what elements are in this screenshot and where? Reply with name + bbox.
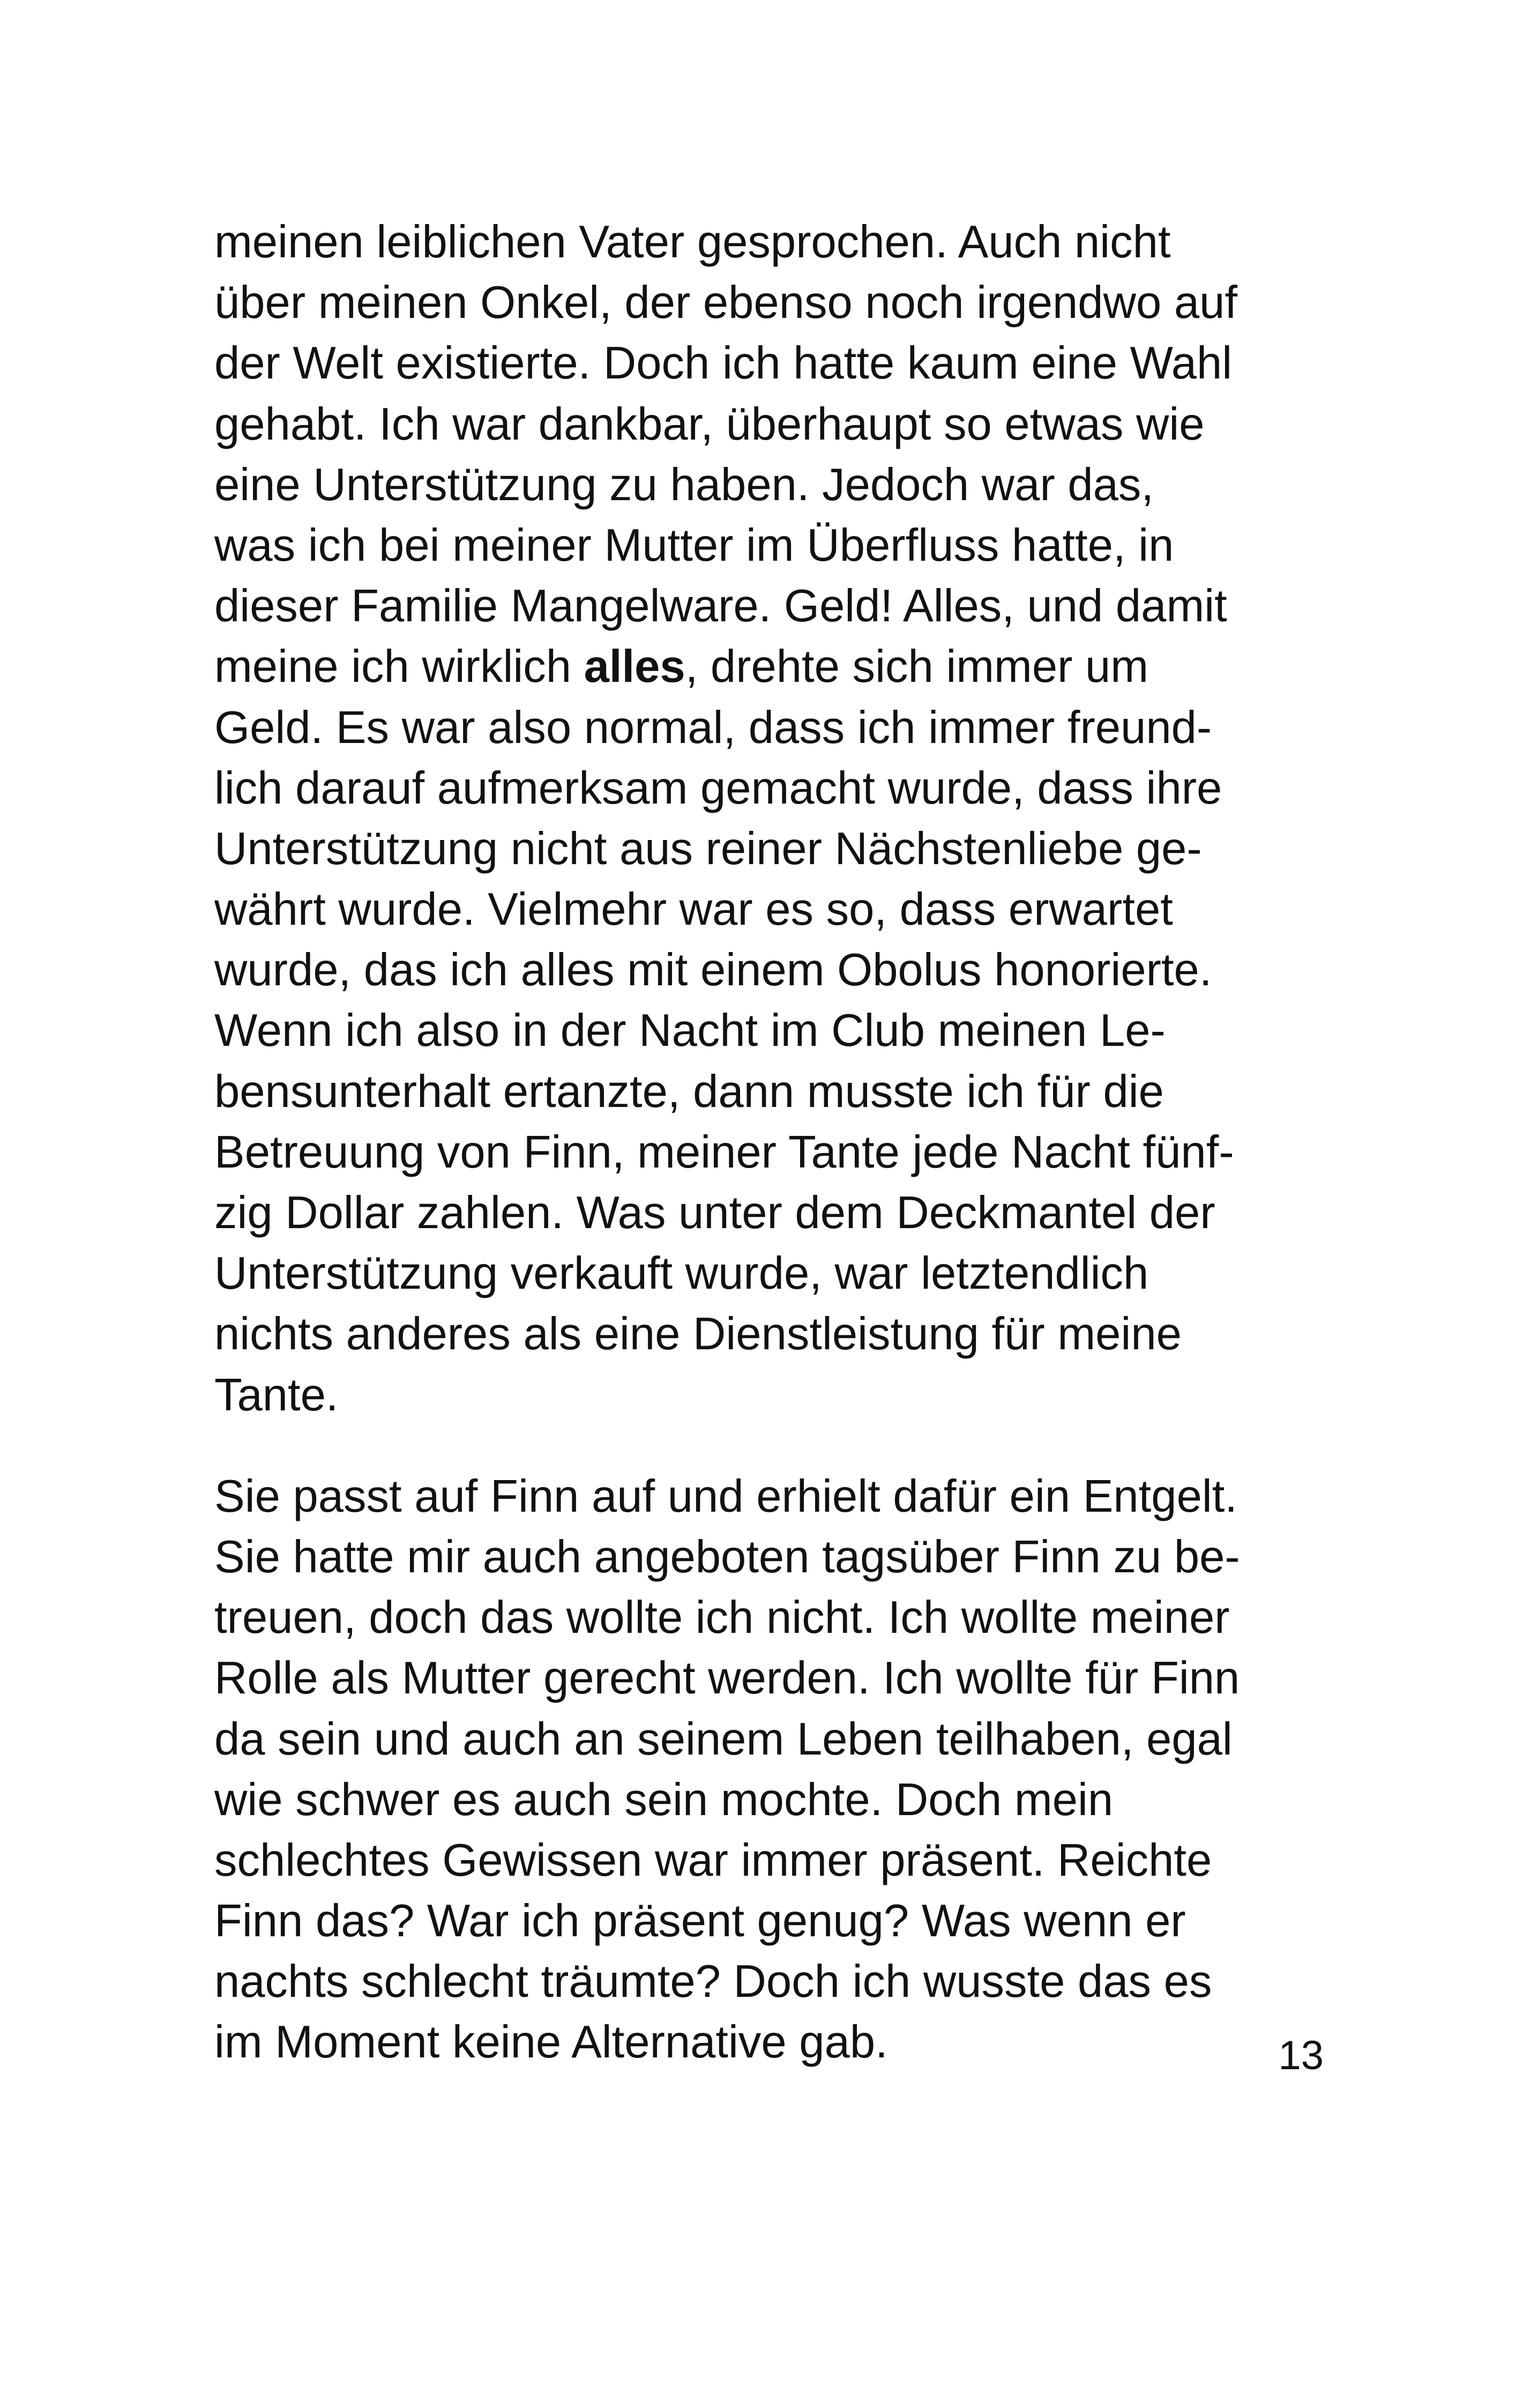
text-line: nachts schlecht träumte? Doch ich wusste das es — [214, 1956, 1212, 2008]
text-line: Sie passt auf Finn auf und erhielt dafür ein Entgelt. — [214, 1470, 1237, 1522]
text-line: bensunterhalt ertanzte, dann musste ich für die — [214, 1066, 1164, 1117]
text-line: Betreuung von Finn, meiner Tante jede Nacht fünf- — [214, 1126, 1234, 1178]
text-line: treuen, doch das wollte ich nicht. Ich wollte meiner — [214, 1592, 1230, 1644]
text-line: eine Unterstützung zu haben. Jedoch war das, — [214, 459, 1154, 510]
text-line: der Welt existierte. Doch ich hatte kaum eine Wahl — [214, 338, 1233, 389]
text-line: wurde, das ich alles mit einem Obolus honorierte. — [214, 945, 1212, 996]
text-line: Unterstützung verkauft wurde, war letztendlich — [214, 1248, 1149, 1299]
text-line: zig Dollar zahlen. Was unter dem Deckmantel der — [214, 1187, 1215, 1238]
emphasized-word: alles — [584, 641, 685, 693]
text-line: lich darauf aufmerksam gemacht wurde, dass ihre — [214, 762, 1222, 814]
text-line: Rolle als Mutter gerecht werden. Ich wollte für Finn — [214, 1653, 1240, 1704]
paragraph-1 — [214, 212, 1334, 1425]
text-line: was ich bei meiner Mutter im Überfluss hatte, in — [214, 519, 1174, 571]
text-line: schlechtes Gewissen war immer präsent. Reichte — [214, 1834, 1212, 1886]
page-body-text — [214, 212, 1334, 2073]
text-line: Geld. Es war also normal, dass ich immer freund- — [214, 702, 1212, 753]
text-line-with-emphasis — [214, 636, 1334, 697]
text-line: Wenn ich also in der Nacht im Club meinen Le- — [214, 1005, 1166, 1057]
text-line: da sein und auch an seinem Leben teilhaben, egal — [214, 1713, 1233, 1765]
text-line: Unterstützung nicht aus reiner Nächstenliebe ge- — [214, 823, 1202, 874]
text-line: Sie hatte mir auch angeboten tagsüber Finn zu be- — [214, 1531, 1240, 1582]
text-line: über meinen Onkel, der ebenso noch irgendwo auf — [214, 277, 1238, 329]
text-line: meinen leiblichen Vater gesprochen. Auch nicht — [214, 217, 1171, 267]
text-line: im Moment keine Alternative gab. — [214, 2017, 888, 2068]
text-segment: , drehte sich immer um — [685, 641, 1149, 693]
page-number: 13 — [1278, 2033, 1324, 2078]
text-line: währt wurde. Vielmehr war es so, dass erwartet — [214, 884, 1173, 935]
paragraph-2 — [214, 1466, 1334, 2073]
text-line: nichts anderes als eine Dienstleistung für meine — [214, 1309, 1182, 1360]
text-line: gehabt. Ich war dankbar, überhaupt so etwas wie — [214, 398, 1205, 450]
text-line: wie schwer es auch sein mochte. Doch mein — [214, 1774, 1114, 1825]
text-line: Tante. — [214, 1369, 339, 1421]
text-segment: meine ich wirklich — [214, 641, 584, 693]
text-line: dieser Familie Mangelware. Geld! Alles, und damit — [214, 581, 1227, 632]
text-line: Finn das? War ich präsent genug? Was wenn er — [214, 1896, 1186, 1947]
